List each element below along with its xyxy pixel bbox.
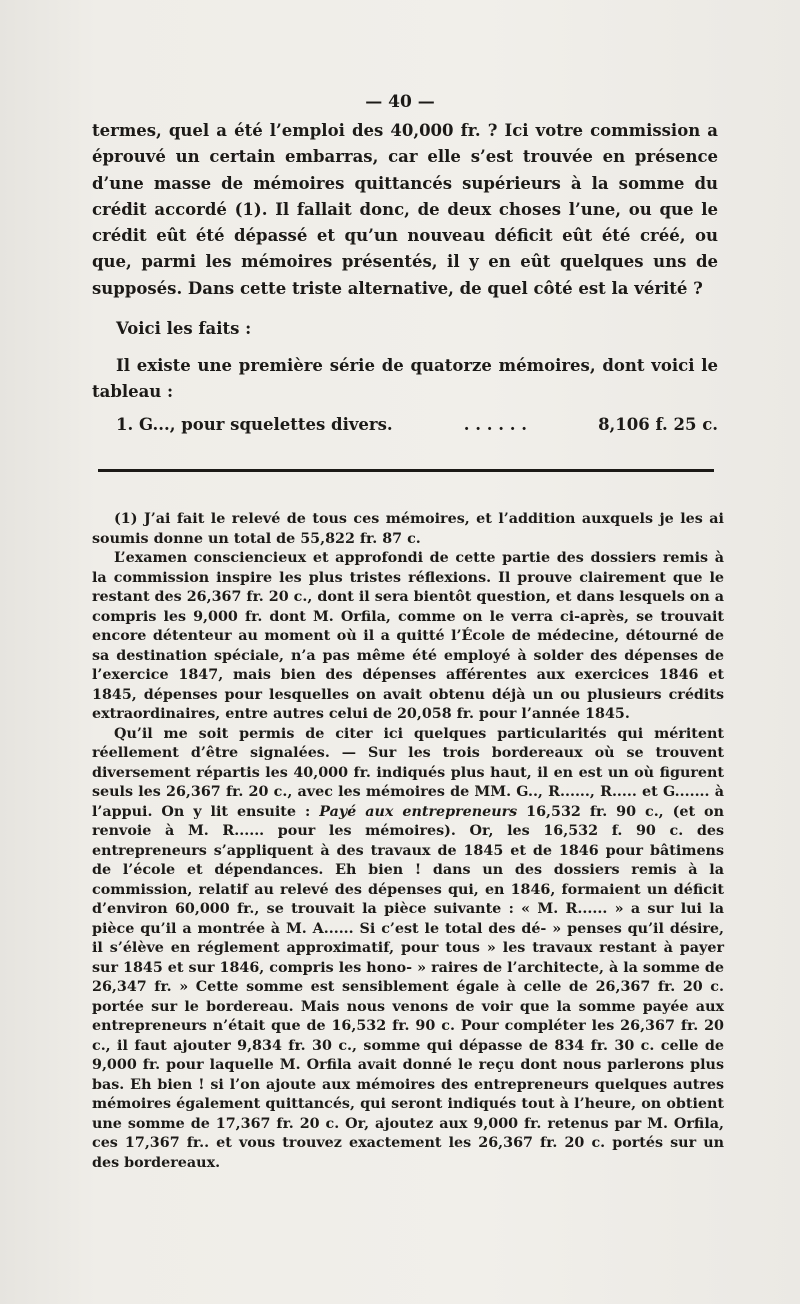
footnote-paragraph-3 [92, 725, 724, 1174]
paragraph-text: Voici les faits : [116, 319, 252, 338]
main-paragraph-1 [92, 118, 718, 302]
item-amount: 8,106 f. 25 c. [598, 415, 718, 434]
page-number: — 40 — [365, 92, 435, 112]
footnote-paragraph-2: L’examen consciencieux et approfondi de cette partie des dossiers remis à la commission inspire les plus tristes réflexions. Il prouve clairement que le restant des 26,367 fr. 20 c., dont il sera bientôt question, et dans lesquels on a compris les 9,000 fr. dont M. Orfila, comme on le verra ci-après, se trouvait encore détenteur au moment où il a quitté l’École de médecine, détourné de sa destination spéciale, n’a pas même été employé à solder des dépenses de l’exercice 1847, mais bien des dépenses afférentes aux exercices 1846 et 1845, dépenses pour lesquelles on avait obtenu déjà un ou plusieurs crédits extraordinaires, entre autres celui de 20,058 fr. pour l’année 1845. [92, 550, 724, 722]
item-label: 1. G..., pour squelettes divers. [116, 415, 393, 434]
footnote-block [92, 510, 724, 1173]
footnote-text: 16,532 fr. 90 c., (et on renvoie à M. R...... pour les mémoires). Or, les 16,532 f. 90 c. des entrepreneurs s’appliquent à des travaux de 1845 et de 1846 pour bâtimens de l’école et dépendances. Eh bien ! dans un des dossiers remis à la commission, relatif au relevé des dépenses qui, en 1846, formaient un déficit d’environ 60,000 fr., se trouvait la pièce suivante : « M. R...... » a sur lui la pièce qu’il a montrée à M. A...... Si c’est le total des dé- » penses qu’il désire, il s’élève en réglement approximatif, pour tous » les travaux restant à payer sur 1845 et sur 1846, compris les hono- » raires de l’architecte, à la somme de 26,347 fr. » Cette somme est sensiblement égale à celle de 26,367 fr. 20 c. portée sur le bordereau. Mais nous venons de voir que la somme payée aux entrepreneurs n’était que de 16,532 fr. 90 c. Pour compléter les 26,367 fr. 20 c., il faut ajouter 9,834 fr. 30 c., somme qui dépasse de 834 fr. 30 c. celle de 9,000 fr. pour laquelle M. Orfila avait donné le reçu dont nous parlerons plus bas. Eh bien ! si l’on ajoute aux mémoires des entrepreneurs quelques autres mémoires également quittancés, qui seront indiqués tout à l’heure, on obtient une somme de 17,367 fr. 20 c. Or, ajoutez aux 9,000 fr. retenus par M. Orfila, ces 17,367 fr.. et vous trouvez exactement les 26,367 fr. 20 c. portés sur un des bordereaux. [92, 803, 724, 1171]
paragraph-text: termes, quel a été l’emploi des 40,000 fr. ? Ici votre commission a éprouvé un certain embarras, car elle s’est trouvée en présence d’une masse de mémoires quittancés supérieurs à la somme du crédit accordé (1). Il fallait donc, de deux choses l’une, ou que le crédit eût été dépassé et qu’un nouveau déficit eût été créé, ou que, parmi les mémoires présentés, il y en eût quelques uns de supposés. Dans cette triste alternative, de quel côté est la vérité ? [92, 121, 718, 298]
item-leaders: . . . . . . [463, 415, 527, 434]
table-row-item-1 [116, 412, 718, 438]
main-paragraph-2 [92, 316, 718, 342]
footnote-italic-text: Payé aux entrepreneurs [319, 803, 518, 820]
paragraph-text: Il existe une première série de quatorze mémoires, dont voici le tableau : [92, 356, 718, 402]
footnote-text: Qu’il me soit permis de citer ici quelques particularités qui méritent réellement d’être signalées. — Sur les trois bordereaux où se trouvent diversement répartis les 40,000 fr. indiqués plus haut, il en est un où figurent seuls les 26,367 fr. 20 c., avec les mémoires de MM. G.., R......, R..... et G....... à l’appui. On y lit ensuite : [92, 725, 724, 820]
main-paragraph-3 [92, 353, 718, 406]
footnote-separator-rule [98, 469, 714, 472]
footnote-paragraph-1: (1) J’ai fait le relevé de tous ces mémoires, et l’addition auxquels je les ai soumis donne un total de 55,822 fr. 87 c. [92, 511, 724, 547]
